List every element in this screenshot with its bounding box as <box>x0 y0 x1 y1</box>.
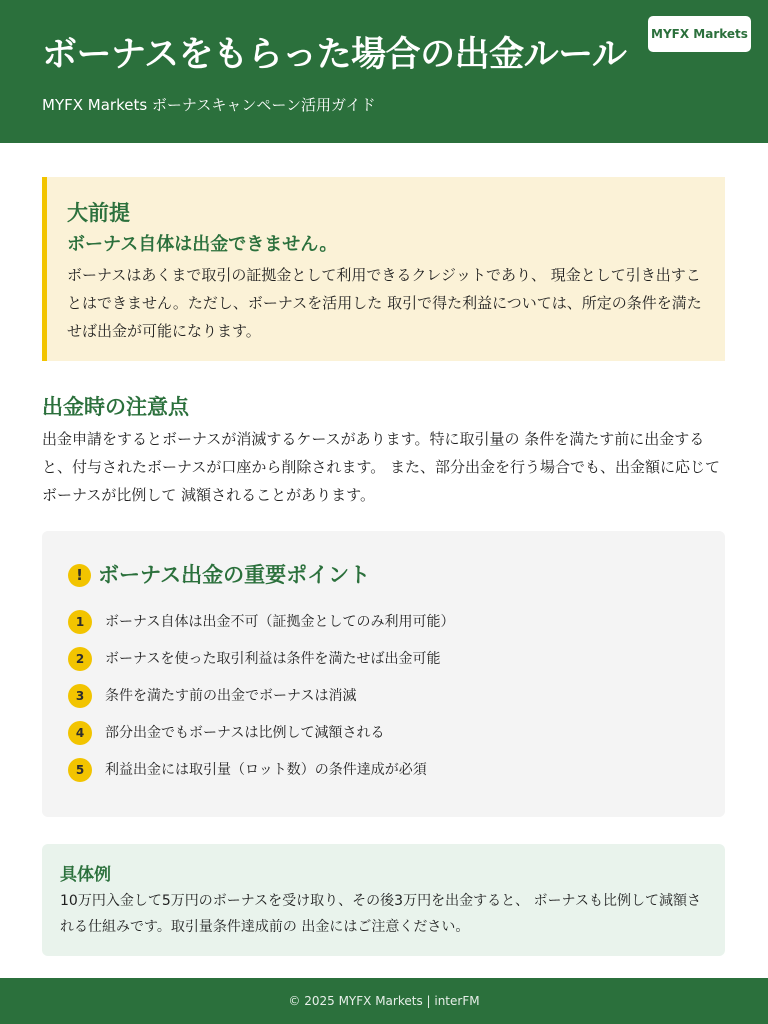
premise-lead: ボーナス自体は出金できません。 <box>67 234 338 255</box>
number-badge: 2 <box>68 647 92 671</box>
footer-copyright: © 2025 MYFX Markets | interFM <box>288 994 480 1008</box>
key-points-card <box>42 531 725 817</box>
page-subtitle: MYFX Markets ボーナスキャンペーン活用ガイド <box>42 96 376 114</box>
number-badge: 4 <box>68 721 92 745</box>
notes-heading: 出金時の注意点 <box>42 395 189 419</box>
premise-heading: 大前提 <box>67 201 130 225</box>
key-point-text: 利益出金には取引量（ロット数）の条件達成が必須 <box>105 762 427 778</box>
exclamation-icon: ! <box>68 564 91 587</box>
page-header <box>0 0 768 143</box>
page-footer <box>0 978 768 1024</box>
example-body: 10万円入金して5万円のボーナスを受け取り、その後3万円を出金すると、 ボーナスも比例して減額される仕組みです。取引量条件達成前の 出金にはご注意ください。 <box>60 893 701 935</box>
number-badge: 3 <box>68 684 92 708</box>
brand-badge: MYFX Markets <box>648 16 751 52</box>
key-point-text: 条件を満たす前の出金でボーナスは消滅 <box>105 688 357 704</box>
premise-body: ボーナスはあくまで取引の証拠金として利用できるクレジットであり、 現金として引き出すことはできません。ただし、ボーナスを活用した 取引で得た利益については、所定の条件を満たせば出金が可能になります。 <box>67 266 702 340</box>
key-points-heading: ボーナス出金の重要ポイント <box>98 563 371 587</box>
example-card <box>42 844 725 956</box>
key-point-item <box>68 644 708 681</box>
key-point-item <box>68 681 708 718</box>
key-points-list <box>68 607 708 792</box>
key-point-text: ボーナスを使った取引利益は条件を満たせば出金可能 <box>105 651 441 667</box>
key-point-text: 部分出金でもボーナスは比例して減額される <box>105 725 385 741</box>
key-point-text: ボーナス自体は出金不可（証拠金としてのみ利用可能） <box>105 614 455 630</box>
key-point-item <box>68 755 708 792</box>
number-badge: 1 <box>68 610 92 634</box>
page-title: ボーナスをもらった場合の出金ルール <box>42 35 627 75</box>
premise-callout <box>42 177 725 361</box>
notes-body: 出金申請をするとボーナスが消滅するケースがあります。特に取引量の 条件を満たす前に出金すると、付与されたボーナスが口座から削除されます。 また、部分出金を行う場合でも、出金額に応じてボーナスが比例して 減額されることがあります。 <box>42 430 720 504</box>
number-badge: 5 <box>68 758 92 782</box>
key-point-item <box>68 607 708 644</box>
example-heading: 具体例 <box>60 865 111 885</box>
key-point-item <box>68 718 708 755</box>
